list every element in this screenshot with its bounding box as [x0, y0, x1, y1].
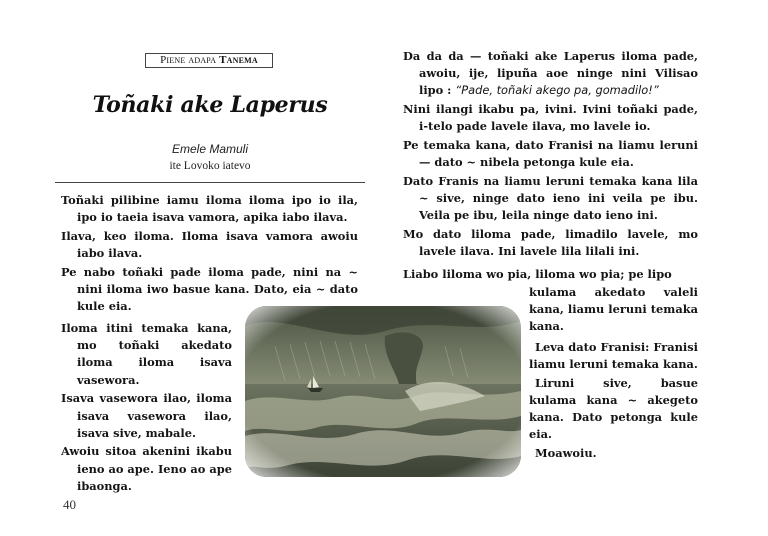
paragraph-text: Da da da — toñaki ake Laperus iloma pade, awoiu, ije, lipuña aoe ninge nini Vilisao lipo :	[403, 49, 698, 98]
series-header-box	[145, 53, 273, 68]
paragraph: Pe nabo toñaki pade iloma pade, nini na ~ nini iloma iwo basue kana. Dato, eia ~ dato kule eia.	[61, 264, 358, 314]
page-number: 40	[63, 497, 76, 512]
paragraph-continuation: kulama akedato valeli kana, liamu leruni temaka kana.	[529, 285, 698, 334]
right-column-beside-image	[529, 284, 698, 464]
paragraph: Awoiu sitoa akenini ikabu ieno ao ape. Ieno ao ape ibaonga.	[61, 444, 232, 493]
wrapped-paragraph-first-line	[403, 266, 698, 285]
paragraph: Iloma itini temaka kana, mo toñaki akedato iloma iloma isava vasewora.	[61, 321, 232, 387]
illustrator-credit: ite Lovoko iatevo	[169, 160, 251, 172]
paragraph: Ilava, keo iloma. Iloma isava vamora awoiu iabo ilava.	[61, 228, 358, 261]
story-title: Toñaki ake Laperus	[92, 92, 328, 118]
vignette	[245, 306, 521, 477]
paragraph: Isava vasewora ilao, iloma isava vasewora ilao, isava sive, mabale.	[61, 391, 232, 440]
paragraph: Leva dato Franisi: Franisi liamu leruni temaka kana.	[529, 339, 698, 371]
paragraph: Toñaki pilibine iamu iloma iloma ipo io ila, ipo io taeia isava vamora, apika iabo ilava.	[61, 193, 358, 225]
series-label: Piene adapa	[160, 54, 217, 66]
storm-sea-image	[245, 306, 521, 477]
paragraph: Mo dato liloma pade, limadilo lavele, mo lavele ilava. Ini lavele lila lilali ini.	[403, 227, 698, 259]
title-divider	[55, 182, 365, 183]
paragraph-with-quote	[403, 48, 698, 100]
left-column-beside-image	[61, 320, 232, 497]
paragraph-line: Liabo liloma wo pia, liloma wo pia; pe lipo	[403, 267, 672, 281]
paragraph: Liruni sive, basue kulama kana ~ akegeto kana. Dato petonga kule eia.	[529, 375, 698, 442]
author-name: Emele Mamuli	[171, 142, 249, 156]
paragraph: Dato Franis na liamu leruni temaka kana lila ~ sive, ninge dato ieno ini veila pe ibu. Veila pe ibu, leila ninge dato ieno ini.	[403, 173, 698, 223]
paragraph: Pe temaka kana, dato Franisi na liamu leruni — dato ~ nibela petonga kule eia.	[403, 138, 698, 170]
dialogue-quote: “Pade, toñaki akego pa, gomadilo!”	[455, 83, 659, 98]
brand-label: Tanema	[219, 54, 258, 66]
paragraph: Nini ilangi ikabu pa, ivini. Ivini toñaki pade, i-telo pade lavele ilava, mo lavele io.	[403, 102, 698, 134]
waterspout-illustration	[245, 306, 521, 477]
left-column-top	[61, 192, 358, 317]
right-column	[403, 48, 698, 262]
paragraph: Moawoiu.	[535, 445, 597, 460]
